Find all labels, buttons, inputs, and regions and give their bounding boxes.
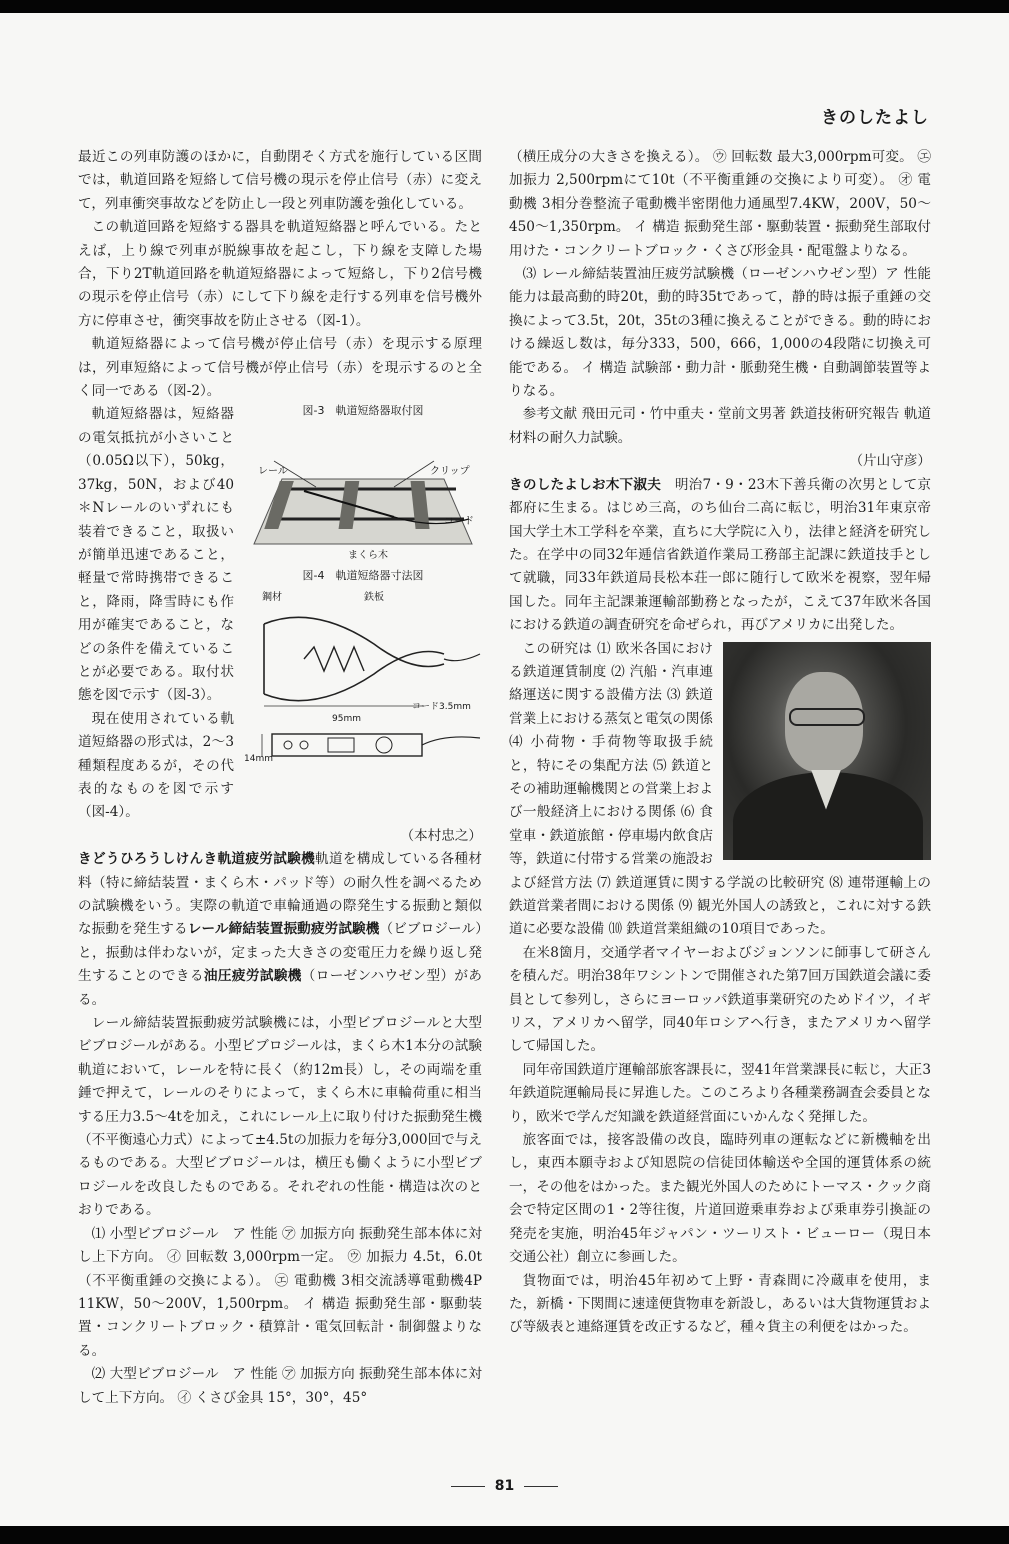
page-number-dash bbox=[524, 1486, 558, 1487]
entry-term: レール締結装置振動疲労試験機 bbox=[187, 921, 380, 938]
entry-term: 油圧疲労試験機 bbox=[203, 968, 302, 985]
fig4-label-steel: 鋼材 bbox=[262, 592, 282, 604]
paragraph: 現在使用されている軌道短絡器の形式は，2～3種類程度あるが，その代表的なものを図で示す（図-4）。 bbox=[78, 710, 234, 821]
photo-glasses bbox=[789, 708, 865, 726]
fig4-label-cord: コード3.5mm bbox=[412, 702, 471, 713]
page-number-text: 81 bbox=[494, 1478, 515, 1494]
fig4-caption: 図-4 軌道短絡器寸法図 bbox=[302, 568, 424, 582]
paragraph: この軌道回路を短絡する器具を軌道短絡器と呼んでいる。たとえば，上り線で列車が脱線事故を起こし，下り線を支障した場合，下り2T軌道回路を軌道短絡器によって短絡し，下り2信号機の現示を停止信号（赤）にして下り線を走行する列車を信号機外方に停車させ，衝突事故を防止させる（図-1）。 bbox=[78, 219, 482, 329]
paragraph: レール締結装置振動疲労試験機には，小型ビブロジールと大型ビブロジールがある。小型ビブロジールは，まくら木1本分の試験軌道において，レールを特に長く（約12m長）し，その両端を重錘で押えて，レールのそりによって，まくら木に車輪荷重に相当する圧力3.5～4tを加え，これにレール上に取り付けた振動発生機（不平衡遠心力式）によって±4.5tの加振力を毎分3,000回で与えるものである。大型ビブロジールは，横圧も働くように小型ビブロジールを改良したものである。それぞれの性能・構造は次のとおりである。 bbox=[78, 1015, 482, 1219]
entry-paragraph bbox=[78, 848, 482, 1012]
bottom-black-band bbox=[0, 1526, 1009, 1544]
entry-text: 軌道を構成している各種材料（特に締結装置・まくら木・パッド等）の耐久性を調べるための試験機をいう。実際の軌道で車輪通過の際発生する振動と類似な振動を発生する bbox=[78, 851, 483, 938]
fig3-label-rail: レール bbox=[258, 465, 288, 477]
paragraph: ⑶ レール締結装置油圧疲労試験機（ローゼンハウゼン型）ア 性能 能力は最高動的時20t，動的時35tであって，静的時は振子重錘の交換によって3.5t，20t，35tの3種に換えることができる。動的時における繰返し数は，毎分333，500，666，1,000の4段階に切換え可能である。 イ 構造 試験部・動力計・脈動発生機・自動調節装置等よりなる。 bbox=[509, 266, 931, 400]
entry-text: （ローゼンハウゼン型）がある。 bbox=[78, 968, 483, 1008]
paragraph: ⑴ 小型ビブロジール ア 性能 ㋐ 加振方向 振動発生部本体に対し上下方向。 ㋑ 回転数 3,000rpm一定。 ㋒ 加振力 4.5t，6.0t（不平衡重錘の交換による）。 ㋓ 電動機 3相交流誘導電動機4P 11KW，50～200V，1,500rpm。 イ 構造 振動発生部・駆動装置・コンクリートブロック・積算計・電気回転計・制御盤よりなる。 bbox=[78, 1225, 482, 1359]
paragraph: 軌道短絡器によって信号機が停止信号（赤）を現示する原理は，列車短絡によって信号機が停止信号（赤）を現示するのと全く同一である（図-2）。 bbox=[78, 336, 482, 400]
fig3-caption: 図-3 軌道短絡器取付図 bbox=[302, 404, 424, 418]
right-column bbox=[509, 146, 931, 1340]
entry-reading: きどうひろうしけんき bbox=[78, 851, 218, 868]
portrait-photo bbox=[723, 642, 931, 860]
entry-paragraph bbox=[509, 474, 931, 638]
fig4-label-14: 14mm bbox=[244, 754, 273, 765]
page-number bbox=[0, 1478, 1009, 1494]
author-signature: （片山守彦） bbox=[849, 453, 931, 470]
paragraph: 参考文献 飛田元司・竹中重夫・堂前文男著 鉄道技術研究報告 軌道材料の耐久力試験。 bbox=[509, 406, 931, 446]
paragraph: 最近この列車防護のほかに，自動閉そく方式を施行している区間では，軌道回路を短絡して信号機の現示を停止信号（赤）に変えて，列車衝突事故などを防止し一段と列車防護を強化している。 bbox=[78, 149, 482, 212]
paragraph: 同年帝国鉄道庁運輸部旅客課長に，翌41年営業課長に転じ，大正3年鉄道院運輸局長に昇進した。このころより各種業務調査会委員となり，欧米で学んだ知識を鉄道経営面にいかんなく発揮した。 bbox=[509, 1061, 931, 1125]
paragraph: ⑵ 大型ビブロジール ア 性能 ㋐ 加振方向 振動発生部本体に対して上下方向。 ㋑ くさび金具 15°，30°，45° bbox=[78, 1366, 482, 1406]
entry-title: 軌道疲労試験機 bbox=[217, 851, 316, 868]
author-signature: （本村忠之） bbox=[400, 827, 482, 844]
top-black-band bbox=[0, 0, 1009, 13]
paragraph: （横圧成分の大きさを換える）。 ㋒ 回転数 最大3,000rpm可変。 ㋓ 加振力 2,500rpmにて10t（不平衡重錘の交換により可変）。 ㋔ 電動機 3相分巻整流子電動機半密閉他力通風型7.4KW，200V，50～450～1,350rpm。 イ 構造 振動発生部・駆動装置・振動発生部取付用けた・コンクリートブロック・くさび形金具・配電盤よりなる。 bbox=[509, 149, 931, 259]
fig3-track-illustration bbox=[244, 419, 482, 559]
entry-text: 明治7・9・23木下善兵衛の次男として京都府に生まる。はじめ三高，のち仙台二高に転じ，明治31年東京帝国大学土木工学科を卒業，直ちに大学院に入り，法律と経済を研究した。在学中の同32年逓信省鉄道作業局工務部主記課に鉄道技手として就職，同33年鉄道局長松本荘一郎に随行して欧米を視察，翌年帰国した。同年主記課兼運輸部勤務となったが，こえて37年欧米各国における鉄道の調査研究を命ぜられ，再びアメリカに出発した。 bbox=[509, 476, 931, 634]
paragraph: この研究は ⑴ 欧米各国における鉄道運賃制度 ⑵ 汽船・汽車連絡運送に関する設備方法 ⑶ 鉄道営業上における蒸気と電気の関係 ⑷ 小荷物・手荷物等取扱手続と，特にその集配方法 ⑸ 鉄道とその補助運輸機関との営業上および一般経済上における関係 ⑹ 食堂車・鉄道旅館・停車場内飲食店等，鉄道に付帯する営業の施設および経営方法 ⑺ 鉄道運賃に関する学説の比較研究 ⑻ 連帯運輸上の鉄道営業者間における関係 ⑼ 観光外国人の誘致と，これに対する鉄道に必要な設備 ⑽ 鉄道営業組織の10項目であった。 bbox=[509, 640, 931, 938]
left-column bbox=[78, 146, 482, 1410]
figures-block bbox=[244, 403, 482, 792]
entry-title: 木下淑夫 bbox=[605, 476, 662, 493]
entry-reading: きのしたよしお bbox=[509, 476, 606, 493]
page-number-dash bbox=[451, 1486, 485, 1487]
paragraph: 軌道短絡器は，短絡器の電気抵抗が小さいこと（0.05Ω以下），50kg，37kg，50N，および40＊Nレールのいずれにも装着できること，取扱いが簡単迅速であること，軽量で常時携帯できること，降雨，降雪時にも作用が確実であること，などの条件を備えていることが必要である。取付状態を図で示す（図-3）。 bbox=[78, 406, 234, 704]
fig4-dimension-drawing bbox=[244, 584, 482, 784]
fig3-label-sleeper: まくら木 bbox=[348, 549, 388, 561]
paragraph: 貨物面では，明治45年初めて上野・青森間に冷蔵車を使用，また，新橋・下関間に速達便貨物車を新設し，あるいは大貨物運賃および等級表と連絡運賃を改正するなど，種々貨主の利便をはかった。 bbox=[509, 1272, 931, 1336]
paragraph: 旅客面では，接客設備の改良，臨時列車の運転などに新機軸を出し，東西本願寺および知恩院の信徒団体輸送や全国的運賃体系の統一，その他をはかった。また観光外国人のためにトーマス・クック商会で特定区間の1・2等往復，片道回遊乗車券および乗車券引換証の発売を実施，明治45年ジャパン・ツーリスト・ビューロー（現日本交通公社）創立に参画した。 bbox=[509, 1132, 931, 1266]
fig4-label-95: 95mm bbox=[332, 714, 361, 725]
fig3-label-cord: コード bbox=[444, 515, 474, 527]
entry-text: （ビブロジール）と，振動は伴わないが，定まった大きさの変電圧力を繰り返し発生することのできる bbox=[78, 921, 483, 985]
paragraph: 在米8箇月，交通学者マイヤーおよびジョンソンに師事して研さんを積んだ。明治38年ワシントンで開催された第7回万国鉄道会議に委員として参列し，さらにヨーロッパ鉄道事業研究のためドイツ，イギリス，アメリカへ留学，同40年ロシアへ行き，またアメリカへ留学して帰国した。 bbox=[509, 944, 931, 1055]
fig3-label-clip: クリップ bbox=[430, 465, 470, 477]
fig4-label-plate: 鉄板 bbox=[364, 592, 384, 604]
running-head: きのしたよし bbox=[821, 108, 929, 128]
